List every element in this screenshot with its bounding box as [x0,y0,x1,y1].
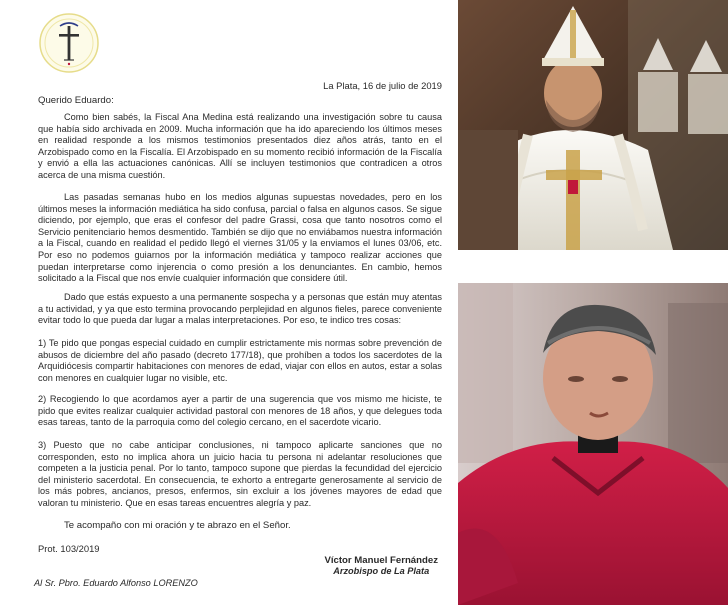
archdiocese-cross-logo-icon [38,12,100,74]
letter-point-2: 2) Recogiendo lo que acordamos ayer a partir de una sugerencia que vos mismo me hiciste, te pido que evites realizar cualquier actividad pastoral con menores de 18 años, y que delegues toda esas tareas, tanto de la parroquia como del colegio cercano, en el sacerdote vicario. [38,394,442,428]
letter-point-3: 3) Puesto que no cabe anticipar conclusiones, ni tampoco aplicarte sanciones que no corresponden, esto no implica ahora un juicio hacia tu persona ni adelantar resoluciones que competen a la justicia penal. Por lo tanto, tampoco supone que pierdas la fecundidad del ejercicio del ministerio sacerdotal. En consecuencia, te exhorto a entregarte generosamente al servicio de los más pobres, ancianos, presos, enfermos, sin excluir a los jóvenes mayores de edad que valoran tu ministerio. Que en esas tareas encuentres alegría y paz. [38,440,442,508]
signature-block [324,555,438,576]
letter-recipient: Al Sr. Pbro. Eduardo Alfonso LORENZO [34,578,198,588]
protocol-number: Prot. 103/2019 [38,543,100,554]
signature-role: Arzobispo de La Plata [333,566,430,576]
letter-paragraph: Dado que estás expuesto a una permanente sospecha y a personas que están muy atentas a tu actividad, y ya que esto termina provocando perplejidad en algunos fieles, parece conveniente evitar todo lo que pueda dar lugar a malas interpretaciones. Por eso, te indico tres cosas: [38,292,442,326]
letter-closing: Te acompaño con mi oración y te abrazo en el Señor. [64,520,291,531]
priest-photo-image [458,283,728,605]
archbishop-photo-image [458,0,728,250]
letter-paragraph: Como bien sabés, la Fiscal Ana Medina está realizando una investigación sobre tu causa que había sido archivada en 2009. Mucha información que ha ido apareciendo los últimos meses en realidad responde a los mismos testimonios presentados diez años atrás, tanto en el Arzobispado como en la Fiscalía. El Arzobispado en su momento recibió información de la Fiscalía y envió a ella las actuaciones canónicas. Allí se incluyen testimonios que contradicen a otros acerca de una misma cuestión. [38,112,442,180]
letter-greeting: Querido Eduardo: [38,95,114,106]
letter-point-1: 1) Te pido que pongas especial cuidado en cumplir estrictamente mis normas sobre prevención de abusos de diciembre del año pasado (decreto 177/18), que prohíben a todos los sacerdotes de la Arquidiócesis compartir habitaciones con menores de edad, viajar con ellos en autos, estar a solas con menores en cualquier lugar no visible, etc. [38,338,442,383]
letter-paragraph: Las pasadas semanas hubo en los medios algunas supuestas novedades, pero en los últimos meses la información mediática ha sido confusa, parcial o falsa en algunos casos. Se sigue diciendo, por ejemplo, que eras el confesor del padre Grassi, cosa que tanto nosotros como el Servicio penitenciario hemos desmentido. También se dijo que no enviábamos nuestra información a la Fiscal, cuando en realidad el pedido llegó el viernes 31/05 y la enviamos el lunes 03/06, etc. Por eso no podemos guiarnos por la información mediática y tampoco realizar acciones que puedan interpretarse como injerencia o como presión a los denunciantes. En cambio, hemos solicitado a la Fiscal que nos envíe cualquier información que considere útil. [38,192,442,284]
priest-photo [458,283,728,605]
letter-date: La Plata, 16 de julio de 2019 [323,80,442,91]
signature-name: Víctor Manuel Fernández [324,555,438,566]
archbishop-photo [458,0,728,250]
